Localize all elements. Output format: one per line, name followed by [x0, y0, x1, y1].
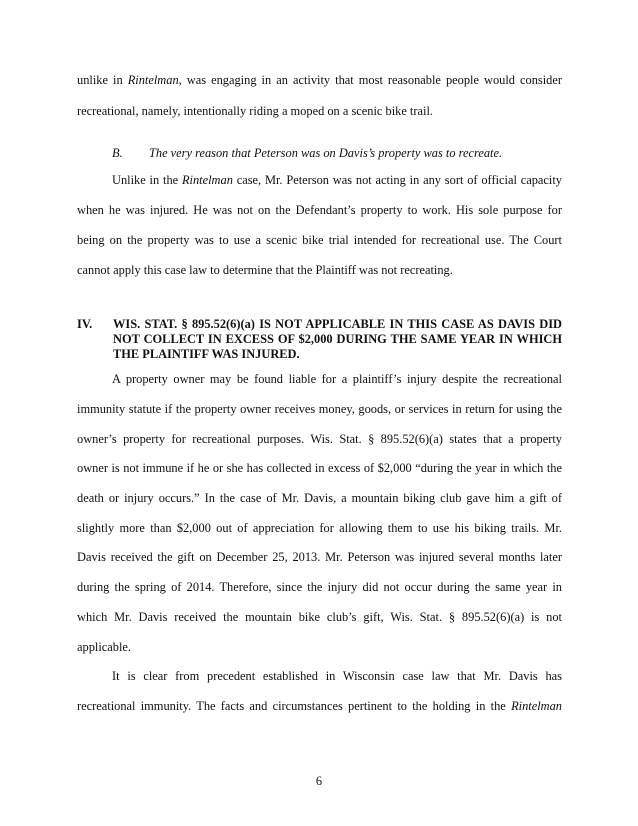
section-heading-line-2: NOT COLLECT IN EXCESS OF $2,000 DURING THE SAME YEAR IN WHICH [113, 332, 562, 346]
paragraph-4-line-2: recreational immunity. The facts and circumstances pertinent to the holding in the Rintelman [77, 699, 562, 713]
paragraph-3-line-8: during the spring of 2014. Therefore, since the injury did not occur during the same year in [77, 580, 562, 594]
paragraph-2-line-4: cannot apply this case law to determine that the Plaintiff was not recreating. [77, 263, 453, 277]
paragraph-2-line-2: when he was injured. He was not on the Defendant’s property to work. His sole purpose for [77, 203, 562, 217]
paragraph-1-line-1: unlike in Rintelman, was engaging in an activity that most reasonable people would consider [77, 73, 563, 87]
paragraph-3-line-10: applicable. [77, 640, 132, 654]
paragraph-2-line-1: Unlike in the Rintelman case, Mr. Peterson was not acting in any sort of official capacity [112, 173, 562, 187]
paragraph-1-line-2: recreational, namely, intentionally riding a moped on a scenic bike trail. [77, 104, 433, 118]
section-heading-line-3: THE PLAINTIFF WAS INJURED. [113, 347, 300, 361]
paragraph-4-line-1: It is clear from precedent established in Wisconsin case law that Mr. Davis has [112, 669, 562, 683]
paragraph-3-line-1: A property owner may be found liable for a plaintiff’s injury despite the recreational [112, 372, 562, 386]
paragraph-2-line-3: being on the property was to use a scenic bike trial intended for recreational use. The Court [77, 233, 562, 247]
paragraph-3-line-2: immunity statute if the property owner receives money, goods, or services in return for using the [77, 402, 562, 416]
paragraph-3-line-9: which Mr. Davis received the mountain bike club’s gift, Wis. Stat. § 895.52(6)(a) is not [77, 610, 562, 624]
paragraph-3-line-4: owner is not immune if he or she has collected in excess of $2,000 “during the year in which the [77, 461, 562, 475]
page-number: 6 [315, 774, 323, 788]
subheading-text: The very reason that Peterson was on Davis’s property was to recreate. [149, 146, 503, 160]
paragraph-3-line-5: death or injury occurs.” In the case of Mr. Davis, a mountain biking club gave him a gift of [77, 491, 562, 505]
subheading-label: B. [112, 146, 123, 160]
section-number: IV. [77, 317, 93, 331]
paragraph-3-line-6: slightly more than $2,000 out of appreciation for allowing them to use his biking trails. Mr. [77, 521, 562, 535]
paragraph-3-line-3: owner’s property for recreational purposes. Wis. Stat. § 895.52(6)(a) states that a property [77, 432, 562, 446]
paragraph-3-line-7: Davis received the gift on December 25, 2013. Mr. Peterson was injured several months later [77, 550, 562, 564]
section-heading-line-1: WIS. STAT. § 895.52(6)(a) IS NOT APPLICABLE IN THIS CASE AS DAVIS DID [113, 317, 562, 331]
